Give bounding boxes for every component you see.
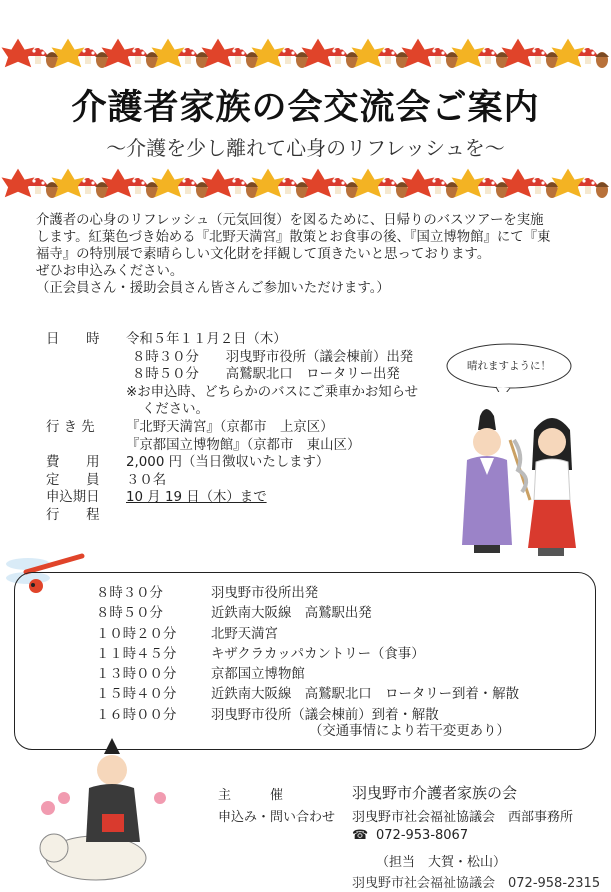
schedule-time: １０時２０分 — [96, 626, 177, 642]
bus-note: ※お申込時、どちらかのバスにご乗車かお知らせ — [126, 384, 419, 400]
intro-line: 福寺』の特別展で素晴らしい文化財を拝観して頂きたいと思っております。 — [36, 247, 491, 262]
schedule-place: 近鉄南大阪線 高鷲駅出発 — [211, 606, 372, 622]
mushroom-icon — [0, 160, 611, 204]
intro-line: ぜひお申込みください。 — [36, 264, 184, 279]
schedule-time: ８時５０分 — [96, 606, 163, 622]
deadline-value: 10 月 19 日（木）まで — [126, 490, 267, 506]
schedule-time: ８時３０分 — [96, 586, 163, 601]
phone-icon: ☎ — [352, 828, 369, 843]
date-label: 日 時 — [46, 332, 100, 347]
date-value: 令和５年１１月２日（木） — [126, 332, 287, 347]
destination-1: 『北野天満宮』（京都市 上京区） — [126, 419, 334, 435]
destination-2: 『京都国立博物館』（京都市 東山区） — [126, 437, 361, 453]
schedule-time: １１時４５分 — [96, 646, 177, 662]
schedule-place: 羽曳野市役所（議会棟前）到着・解散 — [211, 707, 439, 723]
noble-on-ox-illustration — [34, 738, 184, 888]
schedule-place: 京都国立博物館 — [211, 667, 305, 683]
departure-2: ８時５０分 高鷲駅北口 ロータリー出発 — [132, 367, 400, 383]
autumn-leaf-icon — [0, 30, 611, 74]
autumn-garland-top — [0, 30, 611, 74]
contact-phone: 072-953-8067 — [376, 828, 469, 843]
intro-line: 介護者の心身のリフレッシュ（元気回復）を図るために、日帰りのバスツアーを実施 — [36, 213, 544, 228]
intro-line: します。紅葉色づき始める『北野天満宮』散策とお食事の後、『国立博物館』にて『東 — [36, 230, 551, 245]
schedule-note: （交通事情により若干変更あり） — [309, 724, 510, 739]
schedule-place: キザクラカッパカントリー（食事） — [211, 646, 425, 662]
contact-label: 申込み・問い合わせ — [218, 810, 336, 825]
speech-bubble-text: 晴れますように！ — [467, 360, 551, 372]
capacity-value: ３０名 — [126, 472, 167, 488]
capacity-label: 定 員 — [46, 472, 100, 488]
intro-line: （正会員さん・援助会員さん皆さんご参加いただけます。） — [36, 281, 390, 296]
departure-1: ８時３０分 羽曳野市役所（議会棟前）出発 — [132, 349, 414, 365]
fee-value: 2,000 円（当日徴収いたします） — [126, 455, 330, 471]
shrine-couple-illustration — [452, 400, 592, 560]
footer-text: 羽曳野市社会福祉協議会 072-958-2315 — [352, 876, 601, 891]
schedule-place: 北野天満宮 — [211, 626, 278, 642]
schedule-time: １５時４０分 — [96, 687, 177, 703]
page-subtitle: ～介護を少し離れて心身のリフレッシュを～ — [106, 136, 505, 160]
schedule-time: １６時００分 — [96, 707, 177, 723]
schedule-place: 羽曳野市役所出発 — [211, 586, 319, 601]
destination-label: 行 き 先 — [46, 419, 95, 435]
contact-name: 羽曳野市社会福祉協議会 西部事務所 — [352, 810, 574, 825]
schedule-time: １３時００分 — [96, 667, 177, 683]
autumn-garland-bottom — [0, 160, 611, 204]
fee-label: 費 用 — [46, 455, 100, 471]
host-label: 主 催 — [218, 788, 284, 803]
page-title: 介護者家族の会交流会ご案内 — [71, 88, 540, 128]
contact-staff: （担当 大賀・松山） — [376, 855, 507, 870]
schedule-place: 近鉄南大阪線 高鷲駅北口 ロータリー到着・解散 — [211, 687, 519, 703]
itinerary-label: 行 程 — [46, 507, 100, 523]
bus-note-cont: ください。 — [142, 402, 209, 418]
deadline-label: 申込期日 — [46, 490, 100, 506]
intro-text — [36, 212, 596, 297]
host-name: 羽曳野市介護者家族の会 — [352, 784, 518, 802]
